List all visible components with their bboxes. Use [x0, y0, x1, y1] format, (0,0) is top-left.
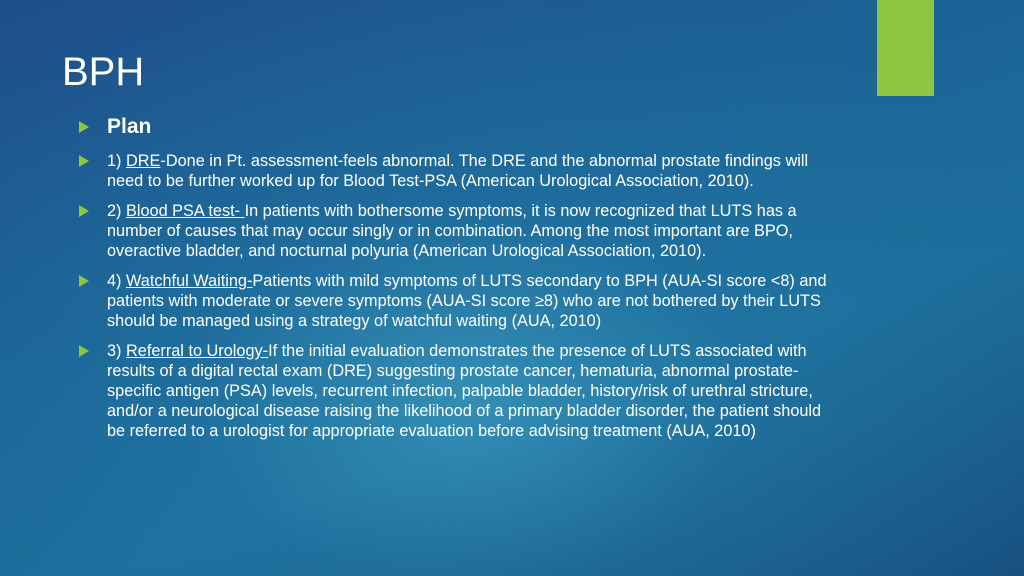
item-text: Patients with mild symptoms of LUTS secondary to BPH (AUA-SI score <8) and patients with moderate or severe symptoms (AUA-SI score ≥8) who are not bothered by their LUTS should be managed using a strategy of watchful waiting (AUA, 2010) [107, 272, 827, 330]
item-text: -Done in Pt. assessment-feels abnormal. The DRE and the abnormal prostate findings will need to be further worked up for Blood Test-PSA (American Urological Association, 2010). [107, 152, 809, 190]
bullet-item-dre [79, 151, 839, 191]
item-number: 2) [107, 202, 127, 220]
triangle-right-icon [79, 205, 89, 217]
bullet-item-referral-to-urology [79, 341, 839, 441]
item-term: Watchful Waiting- [126, 272, 253, 290]
item-term: Referral to Urology- [126, 342, 269, 360]
plan-heading: Plan [107, 115, 152, 138]
item-number: 1) [107, 152, 127, 170]
triangle-right-icon [79, 155, 89, 167]
slide-content [79, 114, 839, 451]
triangle-right-icon [79, 275, 89, 287]
triangle-right-icon [79, 345, 89, 357]
item-number: 4) [107, 272, 127, 290]
bullet-item-blood-psa-test [79, 201, 839, 261]
bullet-item-watchful-waiting [79, 271, 839, 331]
item-term: DRE [126, 152, 161, 170]
bullet-plan-heading [79, 114, 839, 140]
item-text: In patients with bothersome symptoms, it is now recognized that LUTS has a number of causes that may occur singly or in combination. Among the most important are BPO, overactive bladder, and nocturnal polyuria (American Urological Association, 2010). [107, 202, 797, 260]
slide-title: BPH [62, 50, 145, 94]
item-text: If the initial evaluation demonstrates the presence of LUTS associated with results of a digital rectal exam (DRE) suggesting prostate cancer, hematuria, abnormal prostate-specific antigen (PSA) levels, recurrent infection, palpable bladder, history/risk of urethral stricture, and/or a neurological disease raising the likelihood of a primary bladder disorder, the patient should be referred to a urologist for appropriate evaluation before advising treatment (AUA, 2010) [107, 342, 822, 440]
item-term: Blood PSA test- [126, 202, 245, 220]
triangle-right-icon [79, 121, 89, 133]
accent-bar [877, 0, 934, 96]
item-number: 3) [107, 342, 127, 360]
